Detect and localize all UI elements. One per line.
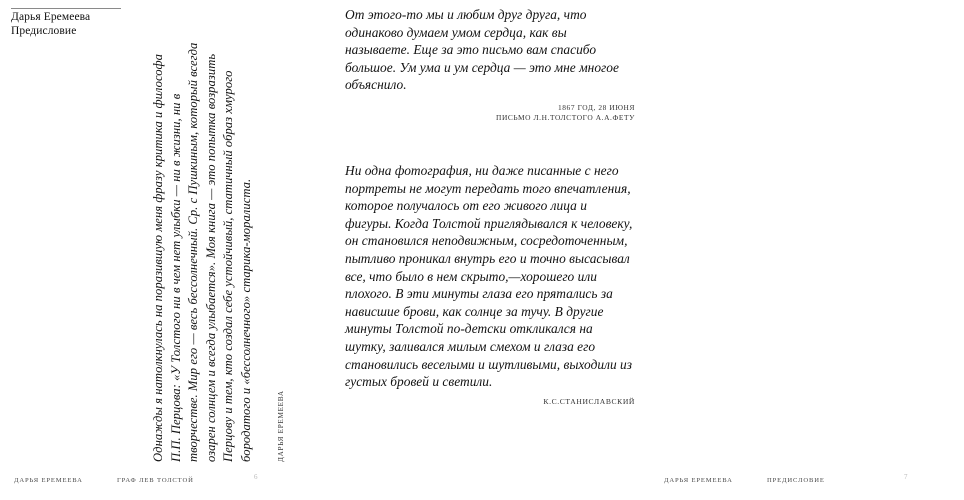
left-page-footer <box>14 473 314 489</box>
attribution-author: К.С.СТАНИСЛАВСКИЙ <box>543 396 635 406</box>
quote-attribution <box>345 103 635 124</box>
footer-author: ДАРЬЯ ЕРЕМЕЕВА <box>14 477 83 484</box>
quote-text: Ни одна фотография, ни даже писанные с него портреты не могут передать того впечатления, которое получалось от его живого лица и фигуры. Когда Толстой приглядывался к человеку, он становился неподвижным, сосредоточенным, пытливо проникал внутрь его и точно высасывал все, что было в нем скрыто,—хорошего или плохого. В эти минуты глаза его прятались за нависшие брови, как солнце за тучу. В другие минуты Толстой по-детски откликался на шутку, заливался милым смехом и глаза его становились веселыми и шутливыми, выходили из густых бровей и светили. <box>345 162 633 390</box>
footer-section-title: ПРЕДИСЛОВИЕ <box>767 477 825 484</box>
rotated-note-text: Однажды я натолкнулась на поразившую меня фразу критика и философа П.П. Перцова: «У Толстого ни в чем нет улыбки — ни в жизни, ни в творчестве. Мир его — весь бессолнечный. Ср. с Пушкиным, который всегда озарен солнцем и всегда улыбается». Моя книга — это попытка возразить Перцову и тем, кто создал себе устойчивый, статичный образ хмурого бородатого и «бессолнечного» старика-моралиста. <box>151 42 253 462</box>
right-page-footer <box>664 473 964 489</box>
footer-book-title: ГРАФ ЛЕВ ТОЛСТОЙ <box>117 477 194 484</box>
rotated-note-signature: ДАРЬЯ ЕРЕМЕЕВА <box>276 390 285 462</box>
footer-page-number: 7 <box>904 473 908 481</box>
footer-page-number: 6 <box>254 473 258 481</box>
header-overlay <box>11 8 121 38</box>
right-page <box>325 0 908 500</box>
attribution-date: 1867 ГОД, 28 ИЮНЯ <box>557 102 635 112</box>
quote-text: От этого-то мы и любим друг друга, что одинаково думаем умом сердца, как вы называете. Еще за это письмо вам спасибо большое. Ум ума и ум сердца — это мне многое объяснило. <box>345 7 619 93</box>
footer-author: ДАРЬЯ ЕРЕМЕЕВА <box>664 477 733 484</box>
rotated-sidebar-note <box>150 32 305 462</box>
quote-area <box>345 6 635 406</box>
quote-block-tolstoy-letter <box>345 6 635 124</box>
quote-block-stanislavsky <box>345 162 635 406</box>
quote-attribution <box>345 397 635 406</box>
left-page <box>0 0 325 500</box>
attribution-source: ПИСЬМО Л.Н.ТОЛСТОГО А.А.ФЕТУ <box>496 113 635 123</box>
header-section: Предисловие <box>11 24 77 37</box>
header-author: Дарья Еремеева <box>11 11 91 23</box>
